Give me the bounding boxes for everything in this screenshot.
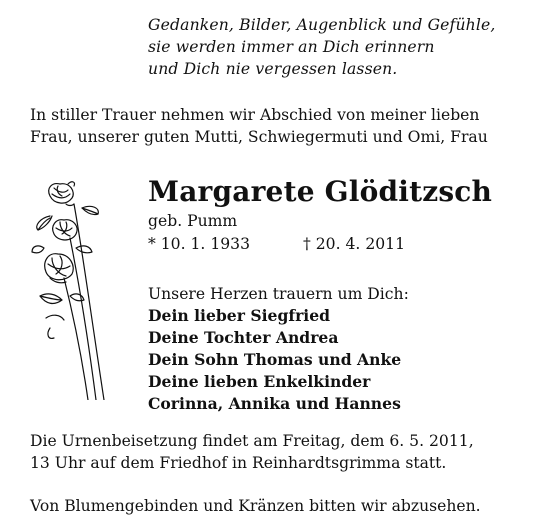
mourners-heading: Unsere Herzen trauern um Dich: bbox=[148, 285, 409, 303]
intro-line: Frau, unserer guten Mutti, Schwiegermuti und Omi, Frau bbox=[30, 128, 488, 146]
deceased-name: Margarete Glöditzsch bbox=[148, 175, 493, 208]
mourner-line: Dein lieber Siegfried bbox=[148, 306, 331, 325]
intro-line: In stiller Trauer nehmen wir Abschied von meiner lieben bbox=[30, 106, 480, 124]
funeral-notice bbox=[30, 430, 530, 474]
mourner-line: Deine Tochter Andrea bbox=[148, 328, 339, 347]
funeral-line: Die Urnenbeisetzung findet am Freitag, dem 6. 5. 2011, bbox=[30, 432, 474, 450]
poem-line: Gedanken, Bilder, Augenblick und Gefühle, bbox=[148, 16, 496, 34]
mourners-block bbox=[148, 283, 528, 415]
rose-illustration-icon bbox=[30, 178, 130, 400]
mourner-line: Deine lieben Enkelkinder bbox=[148, 372, 371, 391]
maiden-name: geb. Pumm bbox=[148, 212, 238, 230]
funeral-line: 13 Uhr auf dem Friedhof in Reinhardtsgrimma statt. bbox=[30, 454, 447, 472]
birth-date: * 10. 1. 1933 bbox=[148, 235, 251, 253]
poem-line: und Dich nie vergessen lassen. bbox=[148, 60, 398, 78]
poem-line: sie werden immer an Dich erinnern bbox=[148, 38, 435, 56]
flowers-note: Von Blumengebinden und Kränzen bitten wir abzusehen. bbox=[30, 497, 481, 515]
mourner-line: Dein Sohn Thomas und Anke bbox=[148, 350, 402, 369]
poem bbox=[148, 14, 538, 80]
death-date: † 20. 4. 2011 bbox=[303, 235, 406, 253]
mourner-line: Corinna, Annika und Hannes bbox=[148, 394, 401, 413]
intro-text bbox=[30, 104, 530, 148]
